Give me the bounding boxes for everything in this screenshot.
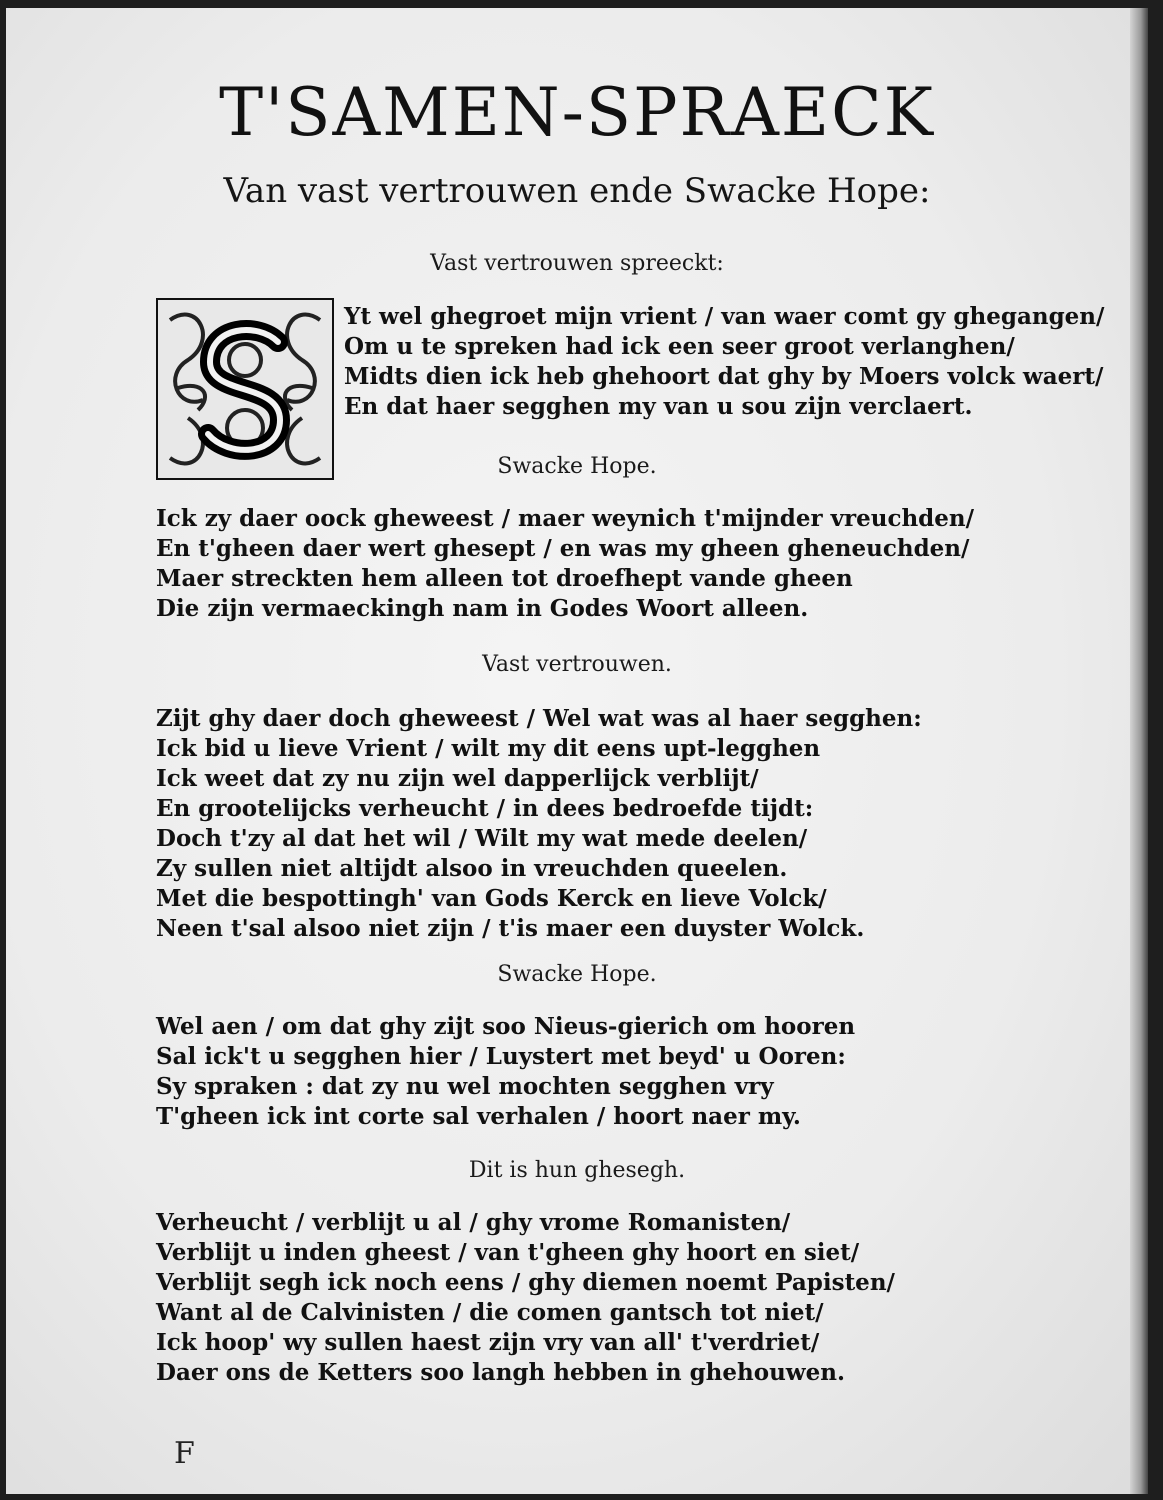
verse-line: Daer ons de Ketters soo langh hebben in ghehouwen. bbox=[156, 1359, 845, 1386]
speaker-heading: Vast vertrouwen spreeckt: bbox=[430, 251, 724, 276]
verse-line: Ick hoop' wy sullen haest zijn vry van all' t'verdriet/ bbox=[156, 1329, 820, 1356]
verse-line: Doch t'zy al dat het wil / Wilt my wat mede deelen/ bbox=[156, 825, 808, 852]
verse-line: En t'gheen daer wert ghesept / en was my gheen gheneuchden/ bbox=[156, 535, 970, 562]
verse-stanza bbox=[156, 704, 922, 944]
verse-line: Maer streckten hem alleen tot droefhept vande gheen bbox=[156, 565, 853, 592]
verse-line: Zijt ghy daer doch gheweest / Wel wat was al haer segghen: bbox=[156, 705, 922, 732]
verse-line: Ick zy daer oock gheweest / maer weynich t'mijnder vreuchden/ bbox=[156, 505, 975, 532]
verse-line: Neen t'sal alsoo niet zijn / t'is maer een duyster Wolck. bbox=[156, 915, 865, 942]
decorated-initial-s bbox=[156, 298, 334, 480]
page-edge-shadow bbox=[1130, 8, 1148, 1494]
verse-line: Om u te spreken had ick een seer groot verlanghen/ bbox=[344, 333, 1015, 360]
ornament-initial-icon bbox=[158, 300, 332, 478]
verse-line: Met die bespottingh' van Gods Kerck en lieve Volck/ bbox=[156, 885, 827, 912]
page-title: T'SAMEN-SPRAECK bbox=[219, 74, 935, 151]
verse-line: Verheucht / verblijt u al / ghy vrome Romanisten/ bbox=[156, 1209, 791, 1236]
verse-line: Want al de Calvinisten / die comen gantsch tot niet/ bbox=[156, 1299, 824, 1326]
verse-line: Midts dien ick heb ghehoort dat ghy by Moers volck waert/ bbox=[344, 363, 1104, 390]
speaker-heading: Swacke Hope. bbox=[497, 454, 657, 479]
speaker-heading: Swacke Hope. bbox=[497, 962, 657, 987]
verse-line: Ick bid u lieve Vrient / wilt my dit eens upt-legghen bbox=[156, 735, 821, 762]
verse-line: Ick weet dat zy nu zijn wel dapperlijck verblijt/ bbox=[156, 765, 759, 792]
verse-line: Yt wel ghegroet mijn vrient / van waer comt gy ghegangen/ bbox=[344, 303, 1105, 330]
verse-line: Verblijt segh ick noch eens / ghy diemen noemt Papisten/ bbox=[156, 1269, 895, 1296]
verse-line: T'gheen ick int corte sal verhalen / hoort naer my. bbox=[156, 1103, 801, 1130]
verse-stanza bbox=[156, 1012, 855, 1132]
verse-line: En dat haer segghen my van u sou zijn verclaert. bbox=[344, 393, 973, 420]
verse-line: Wel aen / om dat ghy zijt soo Nieus-gierich om hooren bbox=[156, 1013, 856, 1040]
verse-line: Zy sullen niet altijdt alsoo in vreuchden queelen. bbox=[156, 855, 788, 882]
verse-line: En grootelijcks verheucht / in dees bedroefde tijdt: bbox=[156, 795, 814, 822]
verse-stanza bbox=[344, 302, 1104, 422]
speaker-heading: Vast vertrouwen. bbox=[482, 652, 672, 677]
document-page bbox=[6, 8, 1148, 1494]
page-subtitle: Van vast vertrouwen ende Swacke Hope: bbox=[223, 171, 931, 211]
verse-line: Verblijt u inden gheest / van t'gheen ghy hoort en siet/ bbox=[156, 1239, 860, 1266]
verse-line: Sal ick't u segghen hier / Luystert met beyd' u Ooren: bbox=[156, 1043, 846, 1070]
verse-stanza bbox=[156, 504, 974, 624]
verse-stanza bbox=[156, 1208, 895, 1388]
verse-line: Sy spraken : dat zy nu wel mochten segghen vry bbox=[156, 1073, 774, 1100]
signature-mark: F bbox=[174, 1436, 195, 1471]
verse-line: Die zijn vermaeckingh nam in Godes Woort alleen. bbox=[156, 595, 809, 622]
speaker-heading: Dit is hun ghesegh. bbox=[468, 1158, 686, 1183]
